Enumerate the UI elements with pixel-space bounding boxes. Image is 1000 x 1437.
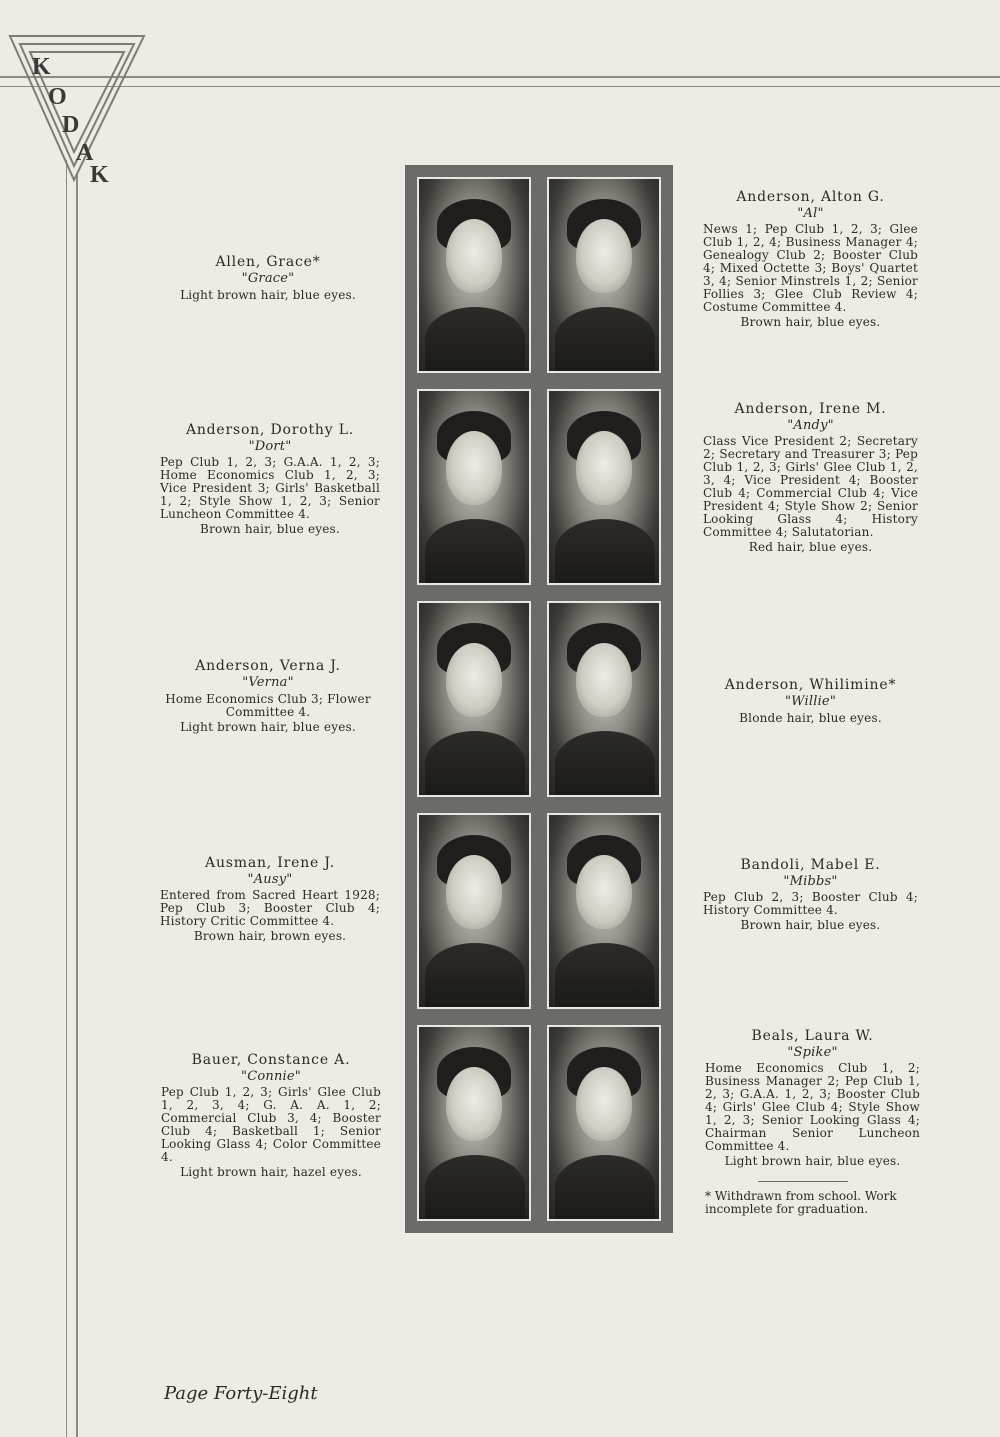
footnote-divider (758, 1181, 848, 1182)
footnote: * Withdrawn from school. Work incomplete for graduation. (705, 1189, 897, 1216)
student-nickname: "Andy" (787, 418, 834, 433)
kodak-logo (2, 18, 152, 188)
entry-allen-grace (158, 254, 378, 302)
student-name: Ausman, Irene J. (205, 855, 335, 871)
entry-ausman-irene (160, 855, 380, 943)
entry-anderson-verna (158, 658, 378, 734)
entry-anderson-alton (703, 189, 918, 329)
portrait-ausman-irene (417, 813, 531, 1009)
student-traits: Red hair, blue eyes. (748, 540, 873, 554)
portrait-beals-laura (547, 1025, 661, 1221)
student-traits: Brown hair, blue eyes. (740, 315, 881, 329)
student-activities: Pep Club 1, 2, 3; Girls' Glee Club 1, 2, 3, 4; G. A. A. 1, 2; Commercial Club 3, 4; Booster Club 4; Basketball 1; Senior Looking Glass 4; Color Committee 4. (161, 1085, 381, 1164)
logo-letter-2: O (48, 84, 67, 110)
margin-rule-left (66, 160, 67, 1437)
portrait-panel (405, 165, 673, 1233)
portrait-anderson-whilimine (547, 601, 661, 797)
student-traits: Light brown hair, hazel eyes. (180, 1165, 362, 1179)
student-traits: Brown hair, brown eyes. (193, 929, 347, 943)
logo-letter-4: A (76, 140, 94, 166)
portrait-bandoli-mabel (547, 813, 661, 1009)
logo-letter-5: K (90, 162, 109, 188)
student-traits: Blonde hair, blue eyes. (739, 711, 882, 725)
student-name: Beals, Laura W. (751, 1028, 874, 1044)
logo-letter-1: K (32, 54, 51, 80)
student-traits: Brown hair, blue eyes. (200, 522, 340, 536)
student-activities: Entered from Sacred Heart 1928; Pep Club 3; Booster Club 4; History Critic Committee 4. (160, 888, 380, 928)
margin-rule-right (76, 175, 78, 1437)
entry-beals-laura (705, 1028, 920, 1168)
student-activities: Home Economics Club 1, 2; Business Manager 2; Pep Club 1, 2, 3; G.A.A. 1, 2, 3; Booster Club 4; Girls' Glee Club 4; Style Show 1, 2, 3; Senior Looking Glass 4; Chairman Senior Luncheon Committee 4. (705, 1061, 920, 1153)
entry-anderson-irene (703, 401, 918, 554)
student-name: Anderson, Verna J. (195, 658, 341, 674)
student-name: Allen, Grace* (215, 254, 321, 270)
student-traits: Light brown hair, blue eyes. (724, 1154, 901, 1168)
student-nickname: "Ausy" (247, 872, 293, 887)
student-nickname: "Mibbs" (783, 874, 838, 889)
student-name: Bandoli, Mabel E. (740, 857, 881, 873)
student-name: Bauer, Constance A. (191, 1052, 351, 1068)
portrait-allen-grace (417, 177, 531, 373)
portrait-anderson-verna (417, 601, 531, 797)
student-nickname: "Verna" (242, 675, 294, 690)
student-nickname: "Connie" (241, 1069, 301, 1084)
entry-bauer-constance (161, 1052, 381, 1179)
student-name: Anderson, Alton G. (736, 189, 885, 205)
entry-anderson-dorothy (160, 422, 380, 536)
student-traits: Light brown hair, blue eyes. (180, 720, 356, 734)
logo-letter-3: D (62, 112, 80, 138)
student-name: Anderson, Irene M. (734, 401, 887, 417)
student-nickname: "Willie" (784, 694, 837, 709)
portrait-bauer-constance (417, 1025, 531, 1221)
portrait-anderson-alton (547, 177, 661, 373)
student-activities: Home Economics Club 3; Flower Committee 4. (165, 692, 371, 719)
entry-anderson-whilimine (703, 677, 918, 725)
student-activities: Class Vice President 2; Secretary 2; Secretary and Treasurer 3; Pep Club 1, 2, 3; Girls' Glee Club 1, 2, 3, 4; Vice President 4; Booster Club 4; Commercial Club 4; Vice President 4; Style Show 2; Senior Looking Glass 4; History Committee 4; Salutatorian. (703, 434, 918, 539)
portrait-anderson-dorothy (417, 389, 531, 585)
student-nickname: "Dort" (248, 439, 292, 454)
student-nickname: "Al" (797, 206, 824, 221)
entry-bandoli-mabel (703, 857, 918, 932)
student-traits: Brown hair, blue eyes. (740, 918, 881, 932)
student-activities: News 1; Pep Club 1, 2, 3; Glee Club 1, 2, 4; Business Manager 4; Genealogy Club 2; Booster Club 4; Mixed Octette 3; Boys' Quartet 3, 4; Senior Minstrels 1, 2; Senior Follies 3; Glee Club Review 4; Costume Committee 4. (703, 222, 918, 314)
student-name: Anderson, Whilimine* (724, 677, 897, 693)
student-nickname: "Spike" (787, 1045, 838, 1060)
student-traits: Light brown hair, blue eyes. (180, 288, 356, 302)
page-number: Page Forty-Eight (164, 1383, 318, 1404)
portrait-anderson-irene (547, 389, 661, 585)
student-activities: Pep Club 1, 2, 3; G.A.A. 1, 2, 3; Home Economics Club 1, 2, 3; Vice President 3; Girls' Basketball 1, 2; Style Show 1, 2, 3; Senior Luncheon Committee 4. (160, 455, 380, 521)
student-nickname: "Grace" (241, 271, 295, 286)
student-activities: Pep Club 2, 3; Booster Club 4; History Committee 4. (703, 890, 918, 917)
student-name: Anderson, Dorothy L. (185, 422, 355, 438)
